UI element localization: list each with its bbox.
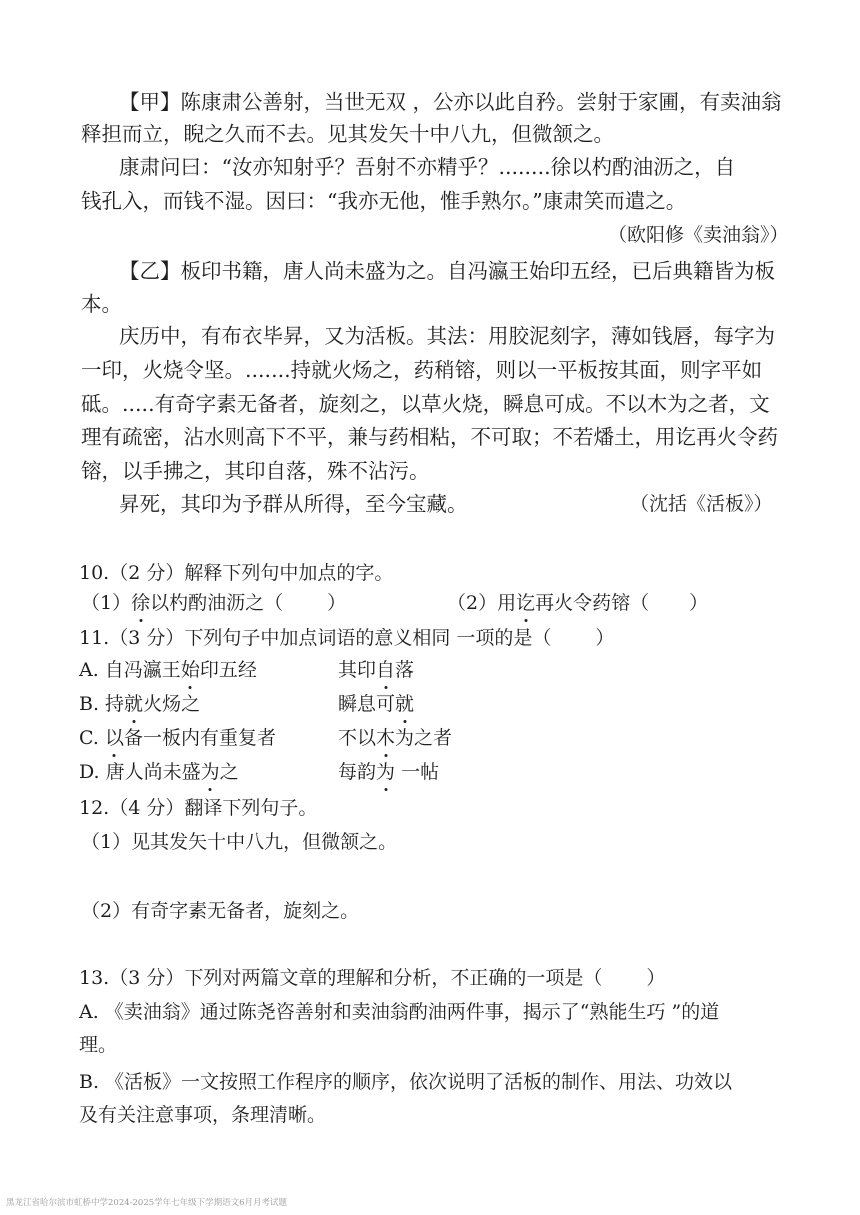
option-text: 印五经 [199, 659, 257, 681]
page-footer: 黑龙江省哈尔滨市虹桥中学2024-2025学年七年级下学期语文6月月考试题 [6, 1198, 288, 1208]
q10-item1-close: ） [327, 592, 347, 614]
dotted-char: 就 [395, 690, 414, 718]
question-13-option-a-line-1: A. 《卖油翁》通过陈尧咨善射和卖油翁酌油两件事，揭示了“熟能生巧 ”的道 [79, 1001, 720, 1023]
question-10-stem: 10.（2 分）解释下列句中加点的字。 [79, 562, 394, 584]
dotted-char: 讫 [516, 589, 535, 617]
dotted-char: 为 [376, 758, 395, 786]
option-text: 瞬息可 [338, 693, 396, 715]
q13-stem-text: 13.（3 分）下列对两篇文章的理解和分析，不正确的一项是（ [79, 967, 603, 989]
question-13-option-b-line-2: 及有关注意事项，条理清晰。 [79, 1104, 327, 1126]
option-text: 每韵 [338, 761, 377, 783]
dotted-char: 自 [376, 656, 395, 684]
dotted-char: 以 [105, 724, 124, 752]
question-10-item-1 [81, 589, 346, 617]
q11-option-c-left [79, 724, 276, 752]
dotted-char: 始 [181, 656, 200, 684]
dotted-char: 木 [376, 724, 395, 752]
q11-option-a-left [79, 656, 257, 684]
q10-item2-close: ） [689, 592, 709, 614]
q11-option-c-right [338, 724, 452, 752]
passage-yi-source: （沈括《活板》） [630, 493, 773, 515]
passage-yi-line-8: 昇死，其印为予群从所得，至今宝藏。 [119, 492, 468, 516]
passage-yi-line-2: 本。 [81, 292, 122, 316]
passage-jia-source: （欧阳修《卖油翁》） [608, 224, 789, 246]
option-text: A. 自冯瀛王 [79, 659, 181, 681]
option-text: 之 [219, 761, 239, 783]
question-12-item-1: （1）见其发矢十中八九，但微颔之。 [81, 831, 398, 853]
q10-item2-prefix: （2）用 [447, 592, 517, 614]
q10-item2-rest: 再火令药镕（ [535, 592, 650, 614]
passage-yi-line-1: 【乙】板印书籍，唐人尚未盛为之。自冯瀛王始印五经，已后典籍皆为板 [119, 259, 775, 283]
q11-option-d-right [338, 758, 439, 786]
option-text: C. [79, 727, 105, 749]
dotted-char: 徐 [131, 589, 150, 617]
option-text: 落 [395, 659, 415, 681]
q11-option-b-right [338, 690, 414, 718]
q10-item1-rest: 以杓酌油沥之（ [150, 592, 284, 614]
question-12-item-2: （2）有奇字素无备者，旋刻之。 [81, 900, 360, 922]
question-11-stem [79, 624, 614, 652]
option-text: 火炀之 [143, 693, 201, 715]
option-text: 其印 [338, 659, 377, 681]
question-10-item-2 [447, 589, 708, 617]
question-12-stem: 12.（4 分）翻译下列句子。 [79, 797, 318, 819]
q11-option-b-left [79, 690, 200, 718]
q13-stem-close: ） [646, 967, 666, 989]
passage-jia-line-3: 康肃问曰：“汝亦知射乎？吾射不亦精乎？........徐以杓酌油沥之，自 [119, 155, 736, 179]
q11-option-a-right [338, 656, 414, 684]
option-text: 一帖 [395, 761, 440, 783]
q11-stem-close: ） [595, 627, 615, 649]
dotted-char: 为 [201, 758, 220, 786]
q10-item1-prefix: （1） [81, 592, 132, 614]
passage-jia-line-2: 释担而立，睨之久而不去。见其发矢十中八九，但微颔之。 [81, 122, 614, 146]
option-text: 为之者 [395, 727, 453, 749]
passage-jia-line-4: 钱孔入，而钱不湿。因曰：“我亦无他，惟手熟尔。”康肃笑而遣之。 [81, 189, 687, 213]
passage-yi-line-5: 砥。.....有奇字素无备者，旋刻之，以草火烧，瞬息可成。不以木为之者，文 [81, 392, 770, 416]
q11-stem-text: 11.（3 分）下列句子中加点词语的意义相同 一项的是（ [79, 627, 552, 649]
passage-yi-line-7: 镕，以手拂之，其印自落，殊不沾污。 [81, 459, 430, 483]
option-text: 备一板内有重复者 [123, 727, 276, 749]
option-text: B. 持 [79, 693, 125, 715]
dotted-char: 就 [124, 690, 143, 718]
option-text: D. 唐人尚未盛 [79, 761, 201, 783]
question-13-stem [79, 964, 665, 992]
passage-yi-line-6: 理有疏密，沾水则高下不平，兼与药相粘，不可取；不若燔土，用讫再火令药 [81, 425, 778, 449]
q11-option-d-left [79, 758, 239, 786]
option-text: 不以 [338, 727, 377, 749]
passage-yi-line-4: 一印，火烧令坚。.......持就火炀之，药稍镕，则以一平板按其面，则字平如 [81, 358, 763, 382]
question-13-option-a-line-2: 理。 [79, 1034, 118, 1056]
passage-jia-line-1: 【甲】陈康肃公善射，当世无双 ，公亦以此自矜。尝射于家圃，有卖油翁 [119, 90, 782, 114]
passage-yi-line-3: 庆历中，有布衣毕昇，又为活板。其法：用胶泥刻字，薄如钱唇，每字为 [119, 324, 775, 348]
question-13-option-b-line-1: B. 《活板》一文按照工作程序的顺序，依次说明了活板的制作、用法、功效以 [79, 1071, 733, 1093]
